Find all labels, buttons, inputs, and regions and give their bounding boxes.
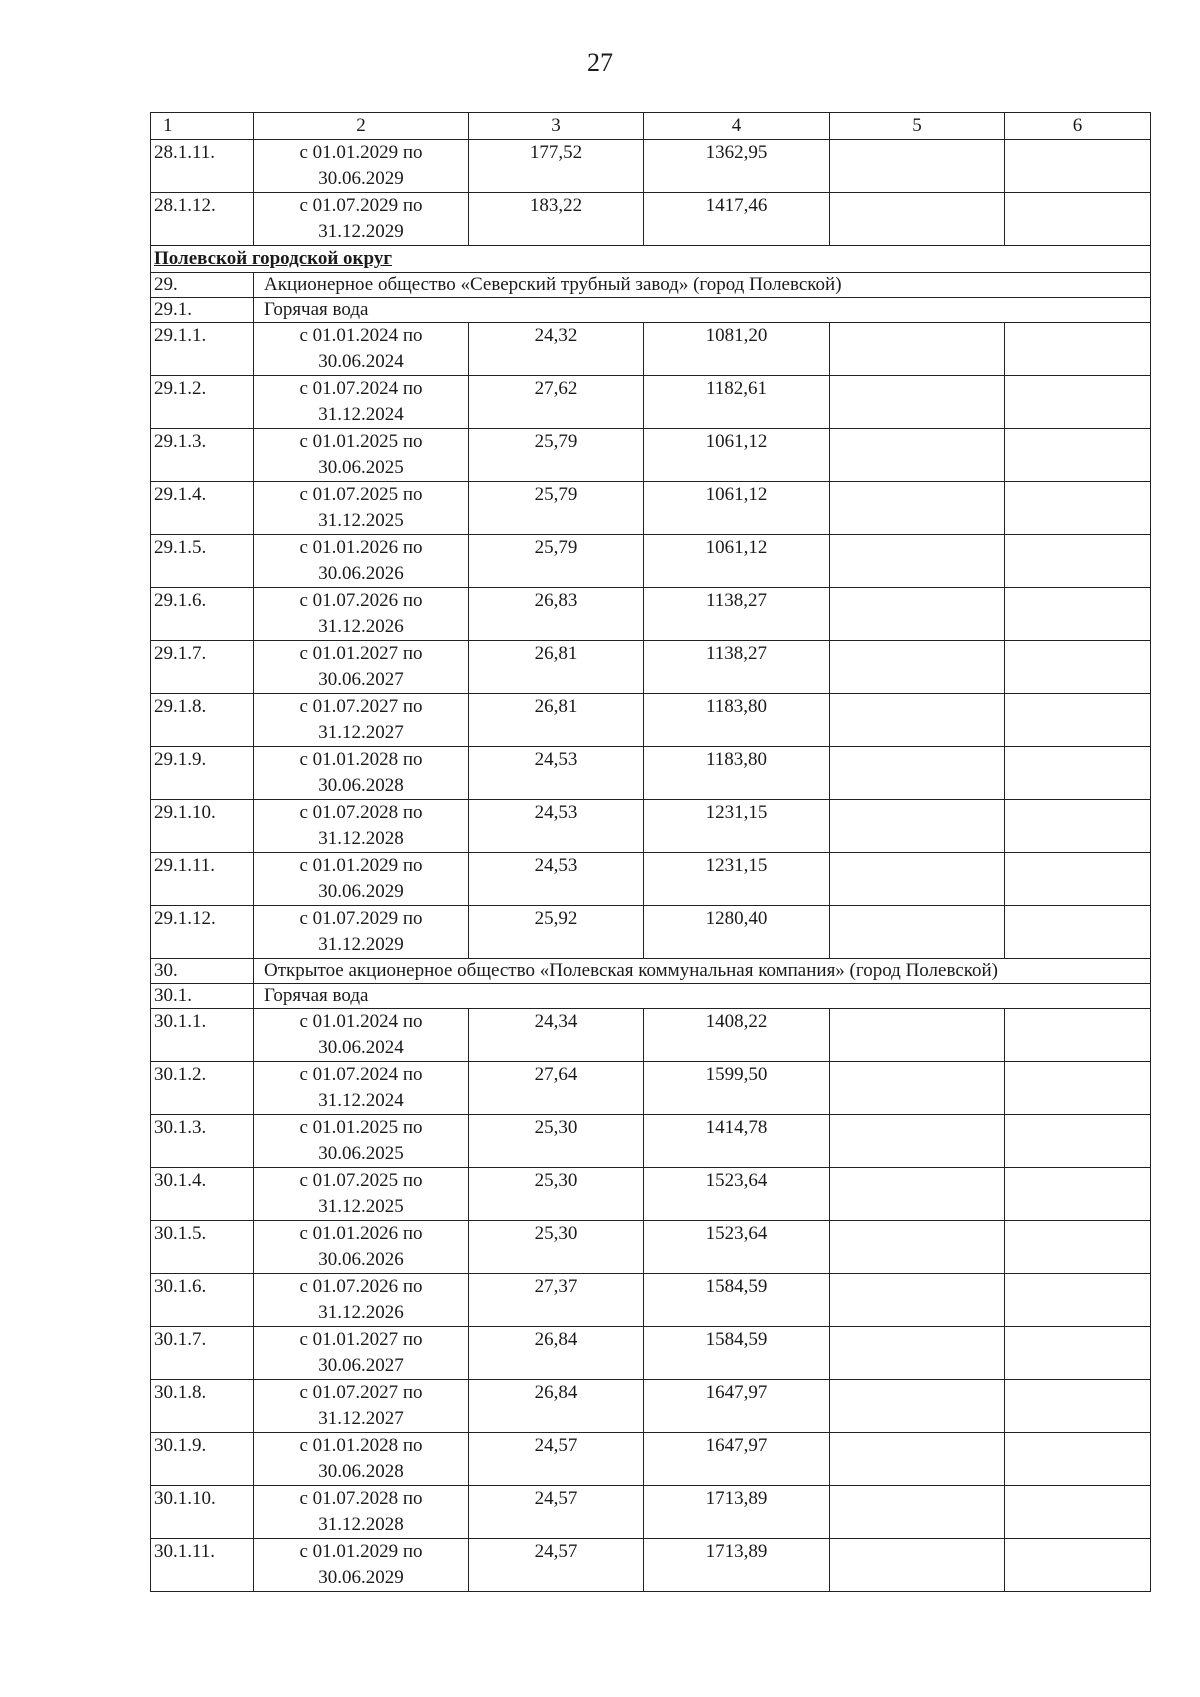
value-col-4: 1584,59: [644, 1274, 830, 1327]
value-col-4: 1061,12: [644, 482, 830, 535]
period-cell: [254, 1168, 469, 1221]
value-col-4: 1599,50: [644, 1062, 830, 1115]
value-col-6: [1005, 1327, 1151, 1380]
period-cell: [254, 1327, 469, 1380]
value-col-5: [830, 1380, 1005, 1433]
value-col-4: 1081,20: [644, 323, 830, 376]
value-col-5: [830, 482, 1005, 535]
row-number: 30.1.: [151, 984, 254, 1009]
period-end: 31.12.2024: [318, 1090, 404, 1111]
service-row: [151, 298, 1151, 323]
period-start: с 01.01.2027 по: [299, 1329, 423, 1350]
period-end: 30.06.2029: [318, 881, 404, 902]
table-row: [151, 747, 1151, 800]
value-col-6: [1005, 906, 1151, 959]
value-col-5: [830, 853, 1005, 906]
period-start: с 01.07.2028 по: [299, 802, 423, 823]
value-col-4: 1647,97: [644, 1433, 830, 1486]
period-cell: [254, 853, 469, 906]
value-col-4: 1138,27: [644, 641, 830, 694]
row-number: 29.1.2.: [151, 376, 254, 429]
table-row: [151, 906, 1151, 959]
value-col-3: 24,34: [469, 1009, 644, 1062]
table-row: [151, 535, 1151, 588]
period-end: 30.06.2024: [318, 1037, 404, 1058]
period-end: 30.06.2025: [318, 457, 404, 478]
period-end: 31.12.2027: [318, 722, 404, 743]
value-col-3: 24,53: [469, 747, 644, 800]
row-number: 28.1.12.: [151, 193, 254, 246]
column-header-row: [151, 113, 1151, 140]
service-name: Горячая вода: [254, 984, 1151, 1009]
value-col-6: [1005, 1009, 1151, 1062]
value-col-5: [830, 694, 1005, 747]
table-row: [151, 800, 1151, 853]
value-col-5: [830, 800, 1005, 853]
value-col-6: [1005, 323, 1151, 376]
value-col-3: 25,30: [469, 1168, 644, 1221]
value-col-6: [1005, 535, 1151, 588]
value-col-4: 1182,61: [644, 376, 830, 429]
period-start: с 01.07.2026 по: [299, 1276, 423, 1297]
period-cell: [254, 694, 469, 747]
value-col-6: [1005, 1433, 1151, 1486]
value-col-6: [1005, 376, 1151, 429]
value-col-6: [1005, 694, 1151, 747]
value-col-6: [1005, 588, 1151, 641]
value-col-5: [830, 323, 1005, 376]
service-row: [151, 984, 1151, 1009]
period-end: 31.12.2029: [318, 934, 404, 955]
value-col-3: 24,57: [469, 1539, 644, 1592]
period-start: с 01.07.2027 по: [299, 696, 423, 717]
period-end: 30.06.2028: [318, 775, 404, 796]
district-row: [151, 246, 1151, 273]
table-row: [151, 853, 1151, 906]
value-col-5: [830, 588, 1005, 641]
row-number: 30.1.1.: [151, 1009, 254, 1062]
row-number: 29.1.6.: [151, 588, 254, 641]
value-col-5: [830, 641, 1005, 694]
column-header: 3: [469, 113, 644, 140]
table-row: [151, 1380, 1151, 1433]
value-col-6: [1005, 482, 1151, 535]
period-cell: [254, 1221, 469, 1274]
organization-row: [151, 959, 1151, 984]
row-number: 30.1.9.: [151, 1433, 254, 1486]
period-start: с 01.07.2024 по: [299, 1064, 423, 1085]
row-number: 28.1.11.: [151, 140, 254, 193]
value-col-3: 25,79: [469, 535, 644, 588]
value-col-6: [1005, 853, 1151, 906]
table-row: [151, 641, 1151, 694]
period-end: 31.12.2024: [318, 404, 404, 425]
value-col-5: [830, 1115, 1005, 1168]
value-col-4: 1584,59: [644, 1327, 830, 1380]
period-cell: [254, 1062, 469, 1115]
table-row: [151, 323, 1151, 376]
row-number: 30.1.10.: [151, 1486, 254, 1539]
column-header: 1: [151, 113, 254, 140]
period-end: 30.06.2028: [318, 1461, 404, 1482]
period-end: 30.06.2026: [318, 563, 404, 584]
value-col-6: [1005, 800, 1151, 853]
value-col-3: 24,57: [469, 1486, 644, 1539]
column-header: 4: [644, 113, 830, 140]
value-col-6: [1005, 1274, 1151, 1327]
value-col-5: [830, 1009, 1005, 1062]
table-row: [151, 1009, 1151, 1062]
column-header: 5: [830, 113, 1005, 140]
value-col-4: 1183,80: [644, 747, 830, 800]
row-number: 30.: [151, 959, 254, 984]
period-cell: [254, 140, 469, 193]
value-col-3: 177,52: [469, 140, 644, 193]
value-col-5: [830, 1327, 1005, 1380]
period-start: с 01.07.2027 по: [299, 1382, 423, 1403]
value-col-6: [1005, 1221, 1151, 1274]
value-col-5: [830, 1274, 1005, 1327]
value-col-6: [1005, 193, 1151, 246]
district-title: Полевской городской округ: [151, 246, 1151, 273]
period-end: 31.12.2026: [318, 616, 404, 637]
value-col-4: 1414,78: [644, 1115, 830, 1168]
period-end: 31.12.2027: [318, 1408, 404, 1429]
period-start: с 01.01.2026 по: [299, 537, 423, 558]
value-col-5: [830, 906, 1005, 959]
period-start: с 01.01.2024 по: [299, 1011, 423, 1032]
row-number: 29.1.1.: [151, 323, 254, 376]
value-col-5: [830, 1062, 1005, 1115]
period-end: 30.06.2029: [318, 168, 404, 189]
value-col-6: [1005, 1115, 1151, 1168]
value-col-5: [830, 1433, 1005, 1486]
row-number: 30.1.8.: [151, 1380, 254, 1433]
period-cell: [254, 535, 469, 588]
value-col-4: 1713,89: [644, 1486, 830, 1539]
period-cell: [254, 429, 469, 482]
row-number: 30.1.11.: [151, 1539, 254, 1592]
value-col-3: 26,83: [469, 588, 644, 641]
period-end: 31.12.2029: [318, 221, 404, 242]
period-start: с 01.07.2028 по: [299, 1488, 423, 1509]
period-cell: [254, 1009, 469, 1062]
row-number: 29.1.4.: [151, 482, 254, 535]
row-number: 30.1.2.: [151, 1062, 254, 1115]
row-number: 29.1.12.: [151, 906, 254, 959]
period-start: с 01.01.2028 по: [299, 1435, 423, 1456]
value-col-5: [830, 193, 1005, 246]
period-cell: [254, 906, 469, 959]
period-cell: [254, 1380, 469, 1433]
row-number: 29.1.8.: [151, 694, 254, 747]
period-cell: [254, 588, 469, 641]
value-col-6: [1005, 1062, 1151, 1115]
row-number: 30.1.4.: [151, 1168, 254, 1221]
period-start: с 01.01.2026 по: [299, 1223, 423, 1244]
value-col-4: 1183,80: [644, 694, 830, 747]
value-col-4: 1417,46: [644, 193, 830, 246]
value-col-5: [830, 1539, 1005, 1592]
tariff-table-body: [151, 113, 1151, 1592]
row-number: 30.1.3.: [151, 1115, 254, 1168]
table-row: [151, 376, 1151, 429]
value-col-4: 1280,40: [644, 906, 830, 959]
period-end: 31.12.2025: [318, 1196, 404, 1217]
page-number: 27: [587, 48, 613, 77]
column-header: 2: [254, 113, 469, 140]
value-col-4: 1523,64: [644, 1221, 830, 1274]
table-row: [151, 1274, 1151, 1327]
value-col-3: 25,79: [469, 482, 644, 535]
period-cell: [254, 1486, 469, 1539]
value-col-3: 26,84: [469, 1327, 644, 1380]
row-number: 29.1.3.: [151, 429, 254, 482]
period-start: с 01.07.2025 по: [299, 484, 423, 505]
period-start: с 01.01.2027 по: [299, 643, 423, 664]
value-col-5: [830, 535, 1005, 588]
value-col-3: 25,30: [469, 1221, 644, 1274]
value-col-4: 1408,22: [644, 1009, 830, 1062]
value-col-3: 24,53: [469, 853, 644, 906]
period-start: с 01.01.2028 по: [299, 749, 423, 770]
value-col-3: 27,37: [469, 1274, 644, 1327]
period-end: 30.06.2027: [318, 669, 404, 690]
value-col-5: [830, 1486, 1005, 1539]
period-start: с 01.01.2029 по: [299, 855, 423, 876]
value-col-6: [1005, 641, 1151, 694]
value-col-5: [830, 376, 1005, 429]
table-row: [151, 1168, 1151, 1221]
period-start: с 01.07.2025 по: [299, 1170, 423, 1191]
period-cell: [254, 376, 469, 429]
row-number: 30.1.6.: [151, 1274, 254, 1327]
period-cell: [254, 747, 469, 800]
table-row: [151, 429, 1151, 482]
value-col-3: 27,62: [469, 376, 644, 429]
value-col-6: [1005, 747, 1151, 800]
period-cell: [254, 193, 469, 246]
period-end: 31.12.2026: [318, 1302, 404, 1323]
value-col-5: [830, 747, 1005, 800]
row-number: 29.1.9.: [151, 747, 254, 800]
column-header: 6: [1005, 113, 1151, 140]
row-number: 30.1.5.: [151, 1221, 254, 1274]
period-end: 30.06.2029: [318, 1567, 404, 1588]
value-col-3: 26,84: [469, 1380, 644, 1433]
value-col-3: 25,92: [469, 906, 644, 959]
period-start: с 01.01.2029 по: [299, 142, 423, 163]
value-col-4: 1231,15: [644, 800, 830, 853]
period-cell: [254, 641, 469, 694]
period-start: с 01.07.2026 по: [299, 590, 423, 611]
period-cell: [254, 1433, 469, 1486]
period-start: с 01.07.2029 по: [299, 908, 423, 929]
period-end: 31.12.2025: [318, 510, 404, 531]
organization-row: [151, 273, 1151, 298]
tariff-table: [150, 112, 1151, 1592]
period-cell: [254, 1115, 469, 1168]
table-row: [151, 694, 1151, 747]
table-row: [151, 1539, 1151, 1592]
value-col-4: 1523,64: [644, 1168, 830, 1221]
value-col-6: [1005, 1380, 1151, 1433]
value-col-3: 24,53: [469, 800, 644, 853]
value-col-3: 25,79: [469, 429, 644, 482]
table-row: [151, 140, 1151, 193]
period-cell: [254, 482, 469, 535]
value-col-5: [830, 140, 1005, 193]
period-end: 30.06.2027: [318, 1355, 404, 1376]
table-row: [151, 482, 1151, 535]
period-end: 31.12.2028: [318, 828, 404, 849]
value-col-3: 26,81: [469, 694, 644, 747]
period-end: 31.12.2028: [318, 1514, 404, 1535]
table-row: [151, 1327, 1151, 1380]
table-row: [151, 1433, 1151, 1486]
table-row: [151, 1115, 1151, 1168]
period-cell: [254, 323, 469, 376]
row-number: 29.1.10.: [151, 800, 254, 853]
value-col-3: 27,64: [469, 1062, 644, 1115]
value-col-4: 1231,15: [644, 853, 830, 906]
value-col-4: 1138,27: [644, 588, 830, 641]
organization-name: Акционерное общество «Северский трубный завод» (город Полевской): [254, 273, 1151, 298]
service-name: Горячая вода: [254, 298, 1151, 323]
value-col-6: [1005, 1486, 1151, 1539]
table-row: [151, 1062, 1151, 1115]
period-cell: [254, 1274, 469, 1327]
period-cell: [254, 800, 469, 853]
row-number: 29.1.: [151, 298, 254, 323]
period-end: 30.06.2025: [318, 1143, 404, 1164]
row-number: 29.: [151, 273, 254, 298]
table-row: [151, 1221, 1151, 1274]
row-number: 29.1.5.: [151, 535, 254, 588]
period-end: 30.06.2024: [318, 351, 404, 372]
value-col-4: 1713,89: [644, 1539, 830, 1592]
value-col-3: 26,81: [469, 641, 644, 694]
value-col-4: 1362,95: [644, 140, 830, 193]
period-start: с 01.07.2029 по: [299, 195, 423, 216]
value-col-6: [1005, 429, 1151, 482]
row-number: 29.1.7.: [151, 641, 254, 694]
value-col-5: [830, 429, 1005, 482]
organization-name: Открытое акционерное общество «Полевская коммунальная компания» (город Полевской): [254, 959, 1151, 984]
value-col-3: 183,22: [469, 193, 644, 246]
period-start: с 01.07.2024 по: [299, 378, 423, 399]
period-start: с 01.01.2025 по: [299, 1117, 423, 1138]
value-col-3: 24,57: [469, 1433, 644, 1486]
period-end: 30.06.2026: [318, 1249, 404, 1270]
period-start: с 01.01.2029 по: [299, 1541, 423, 1562]
value-col-6: [1005, 1168, 1151, 1221]
row-number: 29.1.11.: [151, 853, 254, 906]
value-col-5: [830, 1168, 1005, 1221]
value-col-4: 1647,97: [644, 1380, 830, 1433]
table-row: [151, 193, 1151, 246]
table-row: [151, 1486, 1151, 1539]
period-cell: [254, 1539, 469, 1592]
table-row: [151, 588, 1151, 641]
value-col-4: 1061,12: [644, 535, 830, 588]
value-col-6: [1005, 140, 1151, 193]
value-col-6: [1005, 1539, 1151, 1592]
row-number: 30.1.7.: [151, 1327, 254, 1380]
value-col-3: 25,30: [469, 1115, 644, 1168]
value-col-5: [830, 1221, 1005, 1274]
period-start: с 01.01.2025 по: [299, 431, 423, 452]
period-start: с 01.01.2024 по: [299, 325, 423, 346]
value-col-3: 24,32: [469, 323, 644, 376]
value-col-4: 1061,12: [644, 429, 830, 482]
